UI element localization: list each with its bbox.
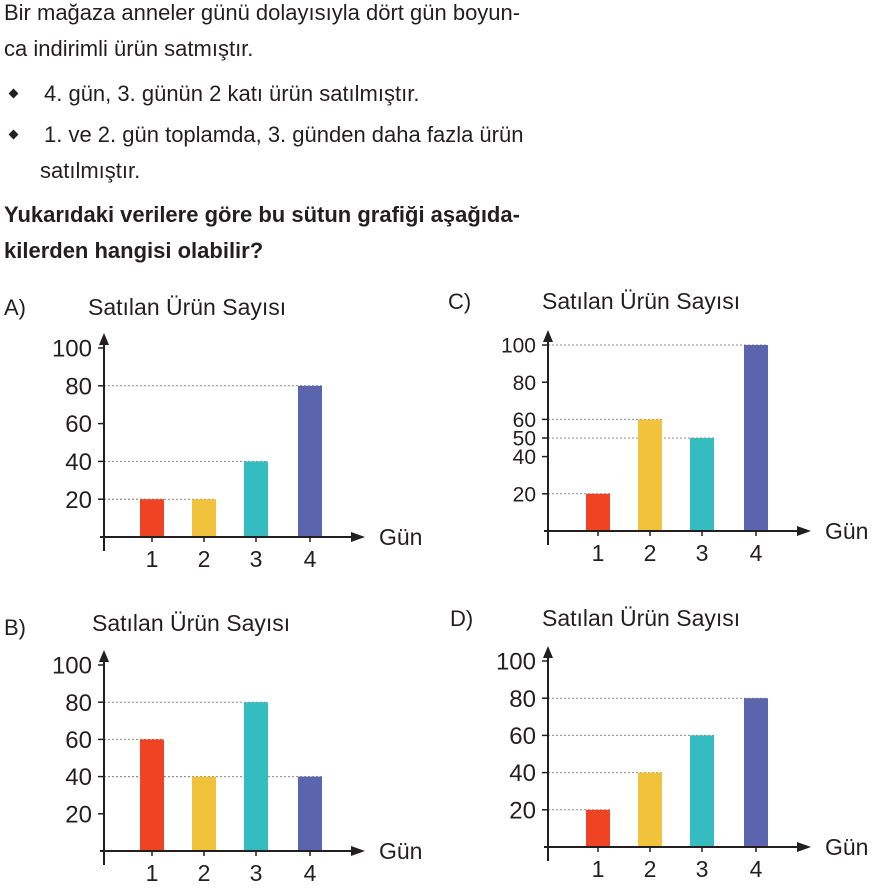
bar-day-1 <box>586 810 610 847</box>
y-tick-label: 100 <box>500 334 536 358</box>
x-axis-arrow-icon <box>351 532 365 542</box>
bullet-2-text-line-2: satılmıştır. <box>40 158 141 183</box>
x-tick-label: 1 <box>145 860 159 886</box>
x-tick-label: 2 <box>197 860 211 886</box>
x-tick-label: 3 <box>249 546 263 572</box>
intro-line-2: ca indirimli ürün satmıştır. <box>4 36 254 61</box>
bar-day-4 <box>744 345 768 531</box>
y-tick-label: 100 <box>495 648 536 676</box>
bar-day-2 <box>192 499 216 537</box>
x-tick-label: 2 <box>643 540 657 566</box>
x-axis-label: Gün <box>379 524 423 550</box>
y-tick-label: 60 <box>509 723 536 751</box>
x-axis-label: Gün <box>825 518 869 544</box>
bar-day-3 <box>690 438 714 531</box>
option-label: C) <box>448 289 472 314</box>
x-tick-label: 4 <box>303 860 317 886</box>
x-tick-label: 3 <box>695 540 709 566</box>
x-tick-label: 1 <box>145 546 159 572</box>
y-axis-arrow-icon <box>543 330 553 342</box>
y-tick-label: 40 <box>509 760 536 788</box>
option-label: D) <box>450 606 474 631</box>
bar-day-3 <box>690 735 714 847</box>
y-tick-label: 60 <box>65 411 92 439</box>
x-axis-label: Gün <box>379 838 423 864</box>
question-line-1: Yukarıdaki verilere göre bu sütun grafiği aşağıda- <box>4 202 520 227</box>
x-axis-arrow-icon <box>351 846 365 856</box>
x-tick-label: 2 <box>197 546 211 572</box>
y-tick-label: 20 <box>65 801 92 829</box>
y-tick-label: 40 <box>65 449 92 477</box>
bar-day-3 <box>244 461 268 537</box>
bar-day-4 <box>744 698 768 847</box>
x-tick-label: 1 <box>591 540 605 566</box>
bar-day-1 <box>140 499 164 537</box>
y-tick-label: 20 <box>512 483 536 507</box>
bar-day-2 <box>192 777 216 851</box>
y-axis-arrow-icon <box>99 333 109 345</box>
x-tick-label: 4 <box>749 540 763 566</box>
y-tick-label: 60 <box>512 408 536 432</box>
y-tick-label: 100 <box>51 335 92 363</box>
bar-day-3 <box>244 702 268 851</box>
y-tick-label: 80 <box>512 371 536 395</box>
y-axis-arrow-icon <box>543 646 553 658</box>
option-c-bar-chart <box>446 283 881 583</box>
option-d-bar-chart <box>446 600 881 893</box>
bar-day-2 <box>638 419 662 531</box>
y-tick-label: 40 <box>512 446 536 470</box>
x-axis-label: Gün <box>825 834 869 860</box>
y-tick-label: 80 <box>509 685 536 713</box>
x-axis-arrow-icon <box>797 526 811 536</box>
bullet-2-text-line-1: 1. ve 2. gün toplamda, 3. günden daha fazla ürün <box>44 122 524 147</box>
y-tick-label: 20 <box>509 797 536 825</box>
y-axis-arrow-icon <box>99 650 109 662</box>
bullet-diamond-icon <box>9 130 19 140</box>
chart-title: Satılan Ürün Sayısı <box>88 294 287 320</box>
x-tick-label: 1 <box>591 856 605 882</box>
option-b-bar-chart <box>0 603 440 893</box>
y-tick-label: 80 <box>65 373 92 401</box>
y-tick-label: 80 <box>65 689 92 717</box>
y-tick-label: 40 <box>65 764 92 792</box>
bullet-diamond-icon <box>9 89 19 99</box>
bar-day-1 <box>586 494 610 531</box>
y-tick-label: 100 <box>51 652 92 680</box>
bar-day-4 <box>298 777 322 851</box>
x-tick-label: 2 <box>643 856 657 882</box>
x-tick-label: 3 <box>695 856 709 882</box>
intro-line-1: Bir mağaza anneler günü dolayısıyla dört gün boyun- <box>4 0 521 25</box>
option-a-bar-chart <box>0 285 440 585</box>
option-label: B) <box>4 615 26 640</box>
bullet-1-text: 4. gün, 3. günün 2 katı ürün satılmıştır. <box>44 81 420 106</box>
bar-day-1 <box>140 739 164 851</box>
x-tick-label: 3 <box>249 860 263 886</box>
x-tick-label: 4 <box>749 856 763 882</box>
y-tick-label: 60 <box>65 727 92 755</box>
bar-day-2 <box>638 773 662 847</box>
x-tick-label: 4 <box>303 546 317 572</box>
option-label: A) <box>4 295 26 320</box>
chart-title: Satılan Ürün Sayısı <box>92 610 291 636</box>
question-line-2: kilerden hangisi olabilir? <box>4 238 264 263</box>
bar-day-4 <box>298 386 322 537</box>
chart-title: Satılan Ürün Sayısı <box>542 605 741 631</box>
x-axis-arrow-icon <box>797 842 811 852</box>
y-tick-label: 20 <box>65 486 92 514</box>
chart-title: Satılan Ürün Sayısı <box>542 288 741 314</box>
y-tick-label: 50 <box>512 427 536 451</box>
